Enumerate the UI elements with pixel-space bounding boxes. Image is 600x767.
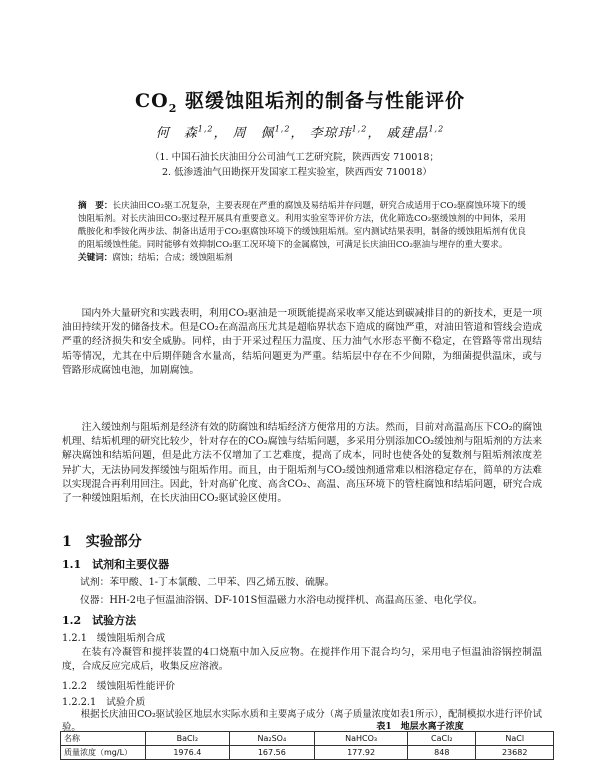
medium-paragraph: 根据长庆油田CO₂驱试验区地层水实际水质和主要离子成分（离子质量浓度如表1所示），配制模拟水进行评价试验。: [62, 709, 542, 733]
table-cell: 23682: [476, 746, 554, 760]
ion-concentration-table: [60, 731, 554, 760]
table-header-cell: 名称: [61, 732, 146, 746]
table-header-cell: NaHCO₃: [314, 732, 407, 746]
table-header-cell: Na₂SO₄: [229, 732, 314, 746]
author: 李琼玮$^{1,2}$: [309, 124, 368, 141]
abstract-text: 长庆油田CO₂驱工况复杂，主要表现在严重的腐蚀及易结垢并存问题，研究合成适用于CO₂驱腐蚀环境下的缓蚀阻垢剂。对长庆油田CO₂驱过程开展具有重要意义。利用实验室等评价方法，优化筛选CO₂驱缓蚀剂的中间体，采用酰胺化和季铵化两步法、制备出适用于CO₂驱腐蚀环境下的缓蚀阻垢剂。室内测试结果表明，制备的缓蚀阻垢剂有优良的阻垢缓蚀性能。同时能够有效抑制CO₂驱工况环境下的金属腐蚀，可满足长庆油田CO₂驱油与埋存的重大要求。: [78, 201, 526, 250]
abstract: [78, 200, 526, 265]
subsection-heading: 1.1 试剂和主要仪器: [62, 558, 170, 571]
intro-paragraph-2: 注入缓蚀剂与阻垢剂是经济有效的防腐蚀和结垢经济方便常用的方法。然而，目前对高温高压下CO₂的腐蚀机理、结垢机理的研究比较少，针对存在的CO₂腐蚀与结垢问题，多采用分别添加CO₂缓蚀剂与阻垢剂的方法来解决腐蚀和结垢问题，但是此方法不仅增加了工艺难度，提高了成本，同时也使各处的复数剂与阻垢剂浓度差异扩大，无法协同发挥缓蚀与阻垢作用。而且，由于阻垢剂与CO₂缓蚀剂通常难以相溶稳定存在，简单的方法难以实现混合再利用回注。因此，针对高矿化度、高含CO₂、高温、高压环境下的管柱腐蚀和结垢问题，研究合成了一种缓蚀阻垢剂，在长庆油田CO₂驱试验区使用。: [62, 422, 542, 505]
keywords-label: 关键词：: [78, 253, 113, 263]
table-cell: 质量浓度（mg/L）: [61, 746, 146, 760]
author: 戚建晶$^{1,2}$: [386, 124, 445, 141]
author: 周 佩$^{1,2}$: [232, 124, 291, 141]
synthesis-paragraph: 在装有冷凝管和搅拌装置的4口烧瓶中加入反应物。在搅拌作用下混合均匀，采用电子恒温油浴锅控制温度，合成反应完成后，收集反应溶液。: [62, 647, 542, 673]
table-header-cell: CaCl₂: [408, 732, 476, 746]
table-cell: 177.92: [314, 746, 407, 760]
table-header-row: [61, 732, 554, 746]
section-heading: 1 实验部分: [62, 534, 142, 550]
abstract-label: 摘 要：: [78, 201, 113, 211]
table-header-cell: BaCl₂: [146, 732, 230, 746]
author: 何 森$^{1,2}$: [155, 124, 214, 141]
table-header-cell: NaCl: [476, 732, 554, 746]
paper-title: $CO_2$ 驱缓蚀阻垢剂的制备与性能评价: [135, 90, 465, 115]
affiliation-2: 2. 低渗透油气田勘探开发国家工程实验室，陕西西安 710018）: [162, 167, 432, 178]
table-caption: 表1 地层水离子浓度: [376, 722, 464, 732]
author-list: 何 森$^{1,2}$， 周 佩$^{1,2}$， 李琼玮$^{1,2}$， 戚建晶$^{1,2}$: [155, 124, 445, 141]
table-cell: 1976.4: [146, 746, 230, 760]
table-cell: 167.56: [229, 746, 314, 760]
table-cell: 848: [408, 746, 476, 760]
keywords-text: 腐蚀；结垢；合成；缓蚀阻垢剂: [112, 253, 233, 263]
reagents-line: 试剂：苯甲酸、1-丁本氯酸、二甲苯、四乙烯五胺、硫脲。: [80, 577, 335, 588]
intro-paragraph-1: 国内外大量研究和实践表明，利用CO₂驱油是一项既能提高采收率又能达到碳减排目的的新技术，更是一项油田持续开发的储备技术。但是CO₂在高温高压尤其是超临界状态下造成的腐蚀严重，对油田管道和管线会造成严重的经济损失和安全威胁。同样，由于开采过程压力温度、压力油气水形态平衡不稳定，在管路等常出现结垢等情况，尤其在中后期伴随含水量高，结垢问题更为严重。结垢层中存在不少间隙，为细菌提供温床，或与管路形成腐蚀电池，加剧腐蚀。: [62, 308, 542, 376]
affiliation-1: （1. 中国石油长庆油田分公司油气工艺研究院，陕西西安 710018；: [150, 152, 439, 163]
subsection-heading: 1.2 试验方法: [62, 614, 137, 627]
instruments-line: 仪器：HH-2电子恒温油浴锅、DF-101S恒温磁力水浴电动搅拌机、高温高压釜、电化学仪。: [80, 595, 483, 606]
subsubsection-heading: 1.2.1 缓蚀阻垢剂合成: [62, 633, 166, 644]
subsubsection-heading: 1.2.2 缓蚀阻垢性能评价: [62, 681, 176, 692]
table-row: [61, 746, 554, 760]
subsubsubsection-heading: 1.2.2.1 试验介质: [62, 697, 146, 708]
